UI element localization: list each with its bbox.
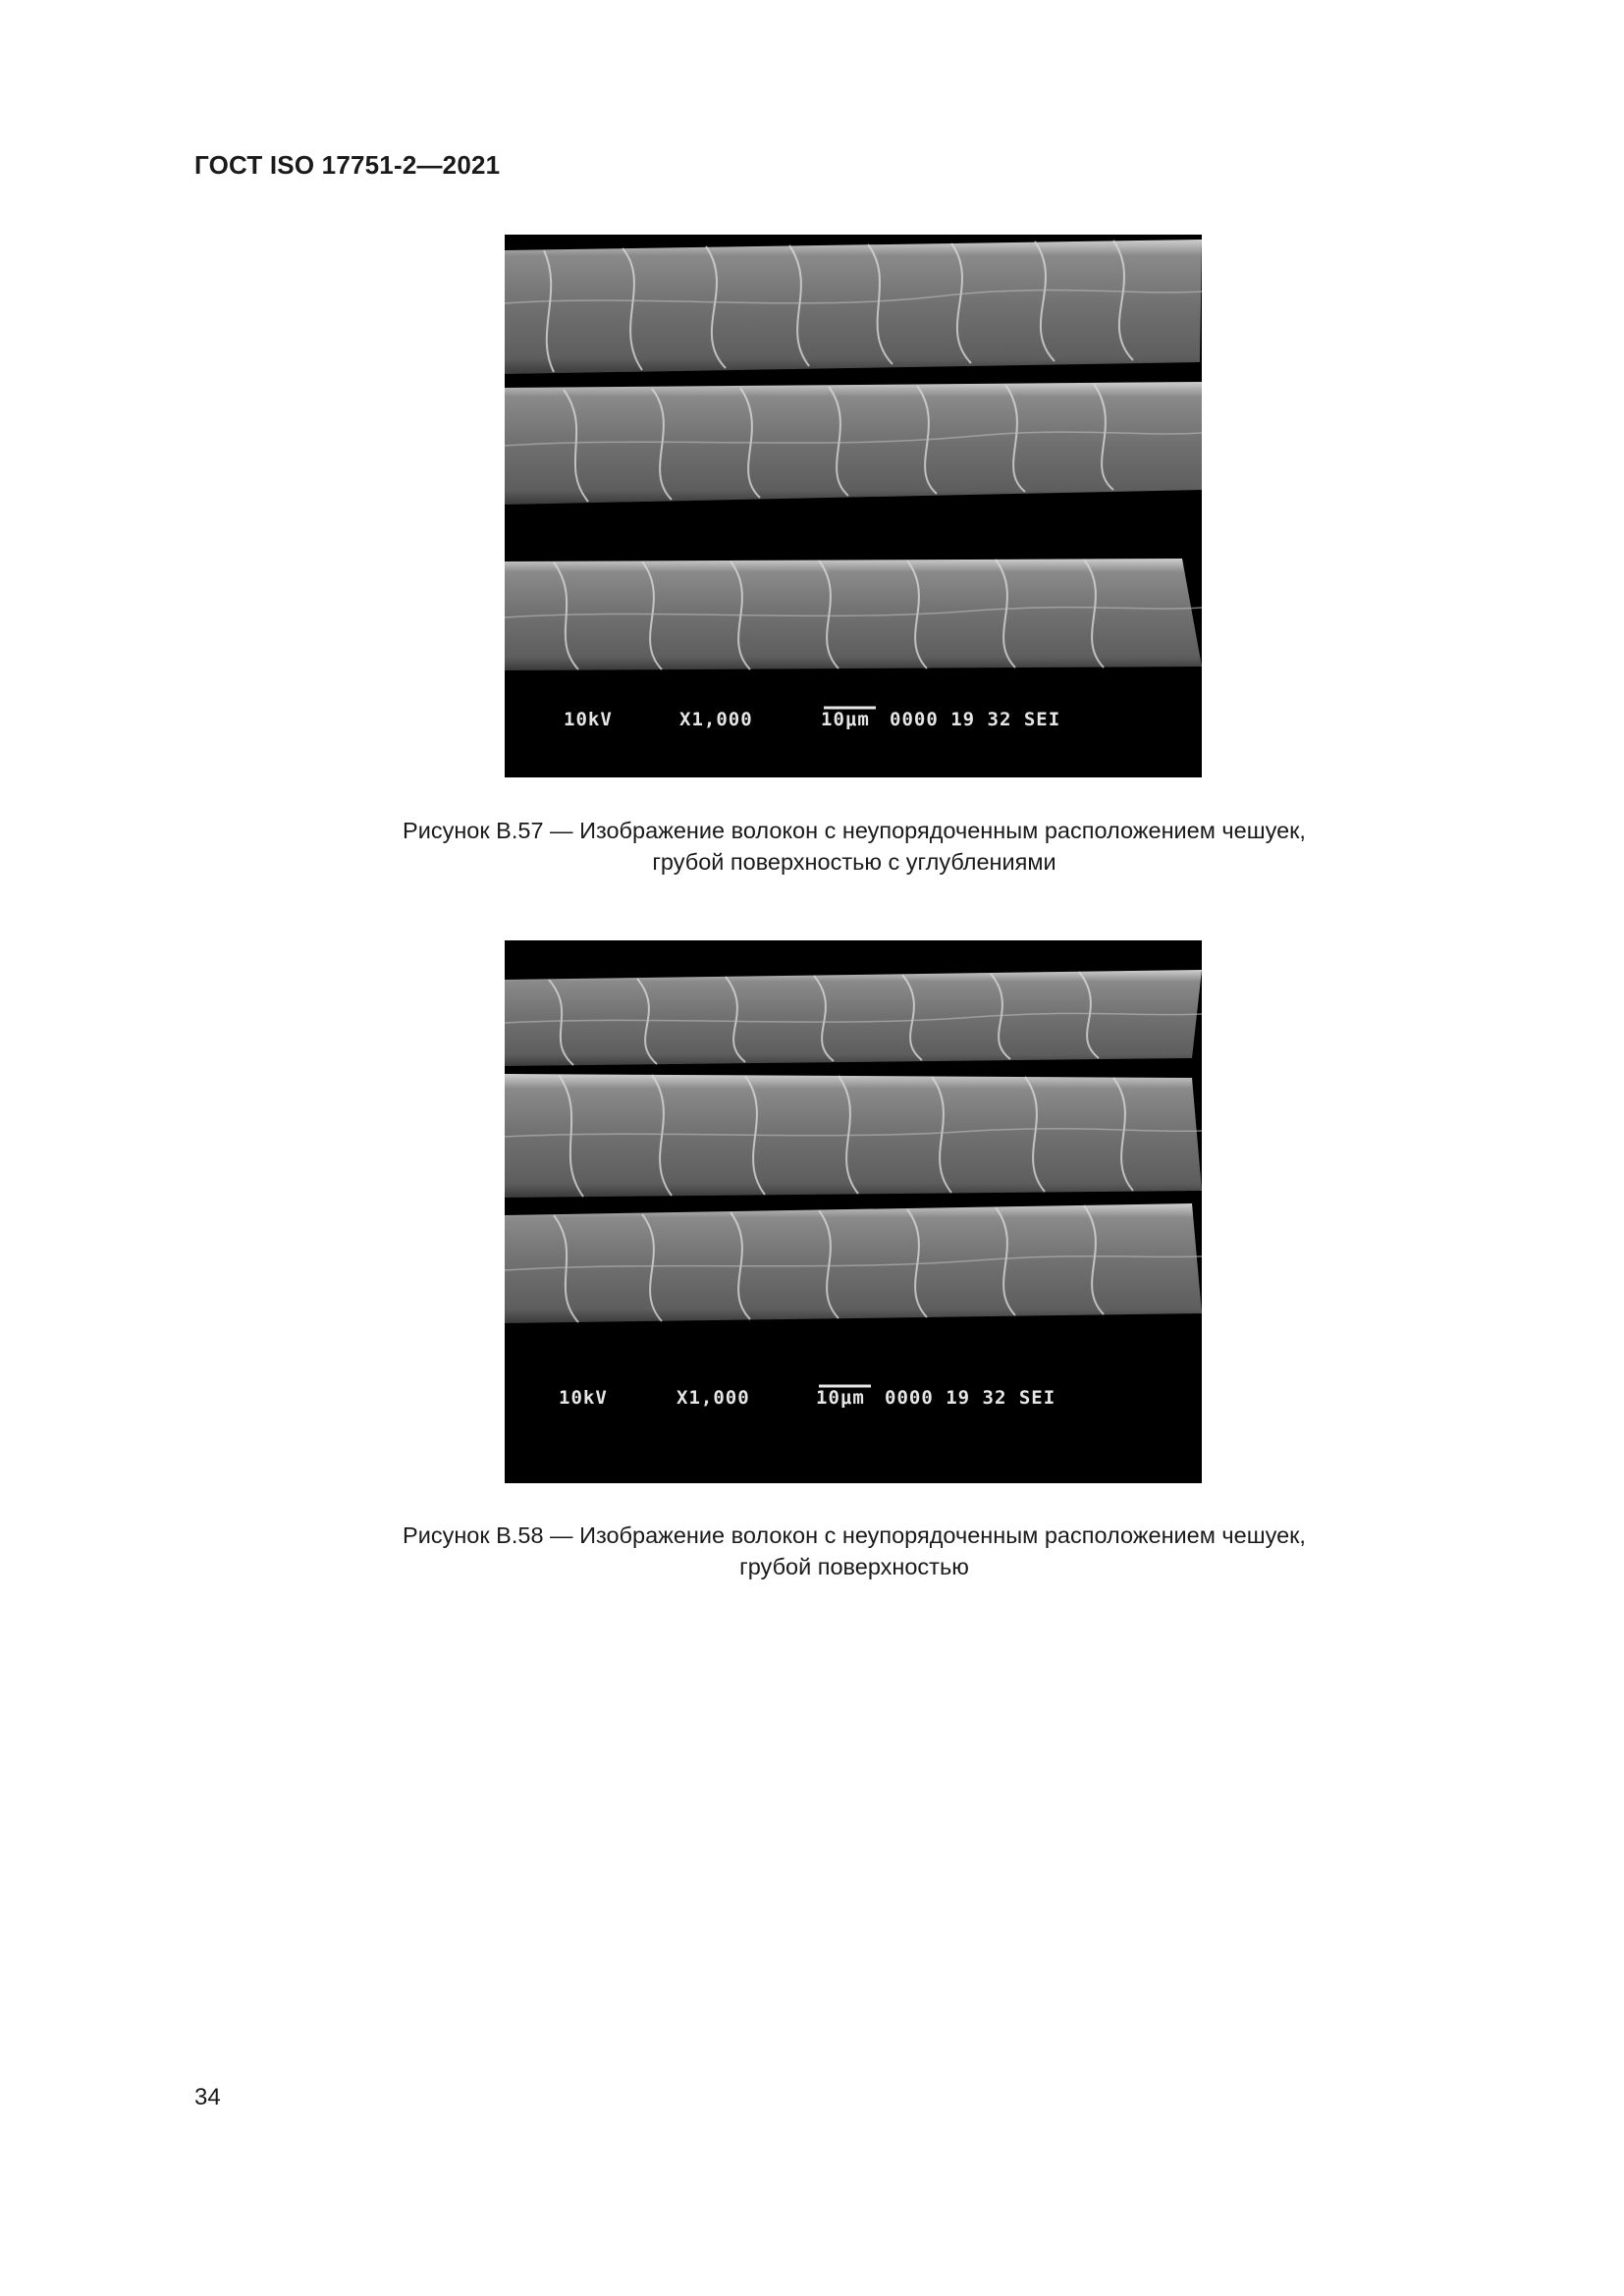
fiber-strand	[505, 1203, 1202, 1323]
figure-caption-b57	[295, 815, 1414, 878]
fiber-strand	[505, 1074, 1202, 1198]
sem-magnification: X1,000	[677, 1387, 750, 1409]
caption-line: Рисунок B.57 — Изображение волокон с неупорядоченным расположением чешуек,	[403, 818, 1306, 843]
sem-image-b58	[505, 940, 1202, 1483]
fiber-strand	[505, 240, 1202, 374]
caption-line: грубой поверхностью с углублениями	[652, 849, 1056, 875]
document-header: ГОСТ ISO 17751-2—2021	[194, 150, 501, 180]
fiber-strand	[505, 559, 1202, 670]
caption-line: Рисунок B.58 — Изображение волокон с неупорядоченным расположением чешуек,	[403, 1522, 1306, 1548]
sem-scale: 10μm	[821, 709, 870, 730]
fiber-strand	[505, 970, 1202, 1066]
caption-line: грубой поверхностью	[739, 1554, 969, 1579]
sem-image-b57	[505, 235, 1202, 777]
sem-magnification: X1,000	[679, 709, 753, 730]
sem-code: 0000 19 32 SEI	[885, 1387, 1056, 1409]
page-number: 34	[194, 2084, 221, 2110]
sem-voltage: 10kV	[559, 1387, 608, 1409]
sem-scale: 10μm	[816, 1387, 865, 1409]
sem-voltage: 10kV	[564, 709, 613, 730]
figure-caption-b58	[295, 1520, 1414, 1582]
sem-code: 0000 19 32 SEI	[890, 709, 1061, 730]
fiber-strand	[505, 382, 1202, 505]
